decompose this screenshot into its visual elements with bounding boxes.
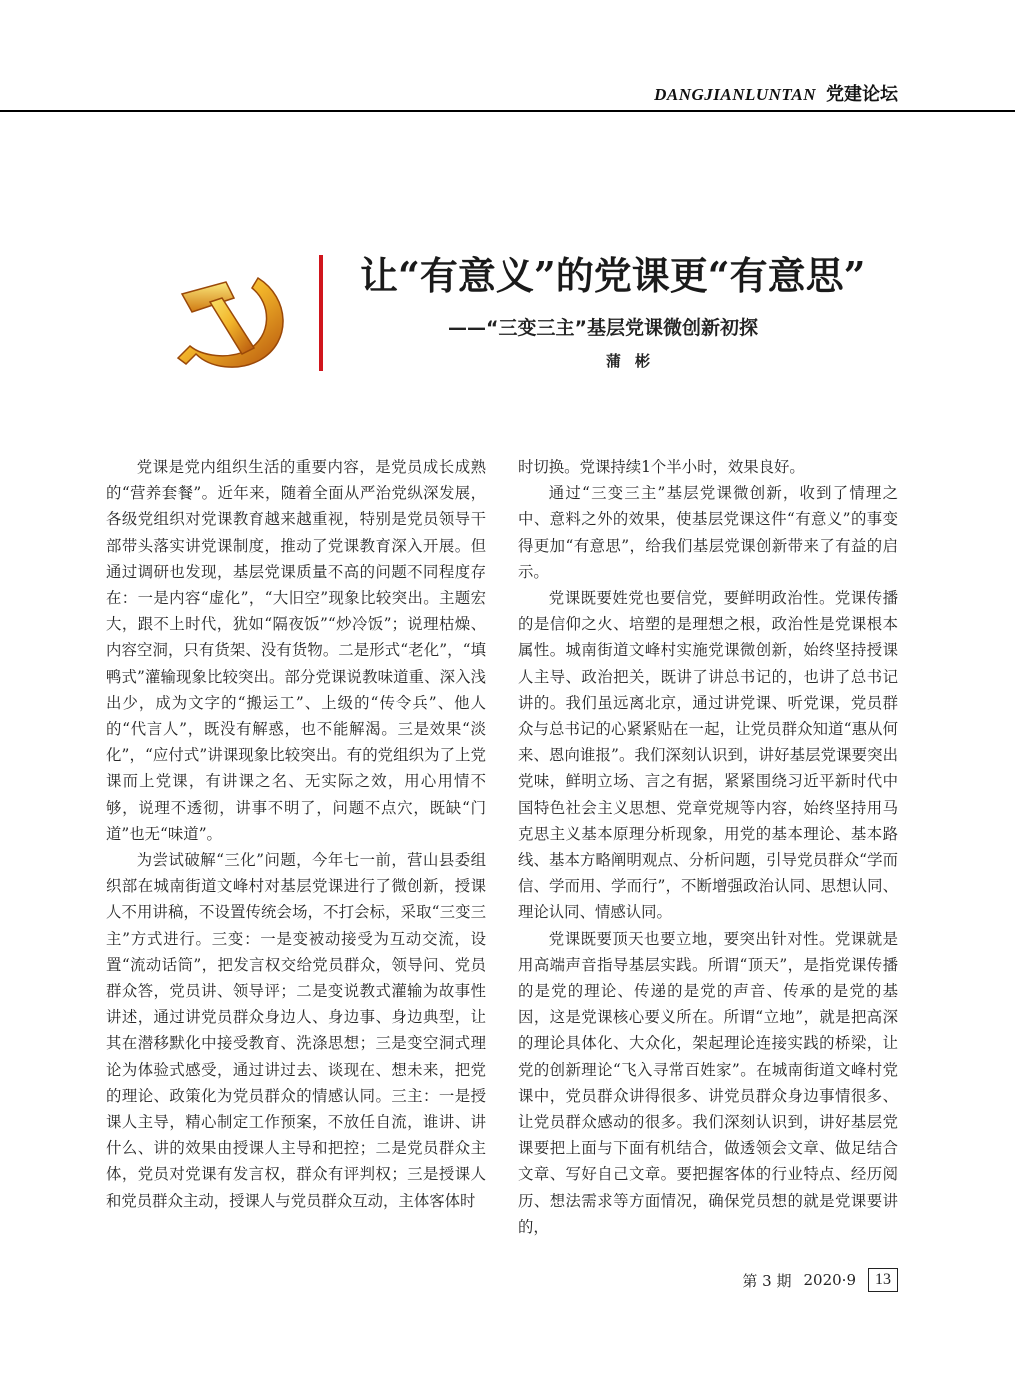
body-paragraph: 党课既要姓党也要信党，要鲜明政治性。党课传播的是信仰之火、培塑的是理想之根，政治性是党课根本属性。城南街道文峰村实施党课微创新，始终坚持授课人主导、政治把关，既讲了讲总书记的，也讲了总书记讲的。我们虽远离北京，通过讲党课、听党课，党员群众与总书记的心紧紧贴在一起，让党员群众知道“惠从何来、恩向谁报”。我们深刻认识到，讲好基层党课要突出党味，鲜明立场、言之有据，紧紧围绕习近平新时代中国特色社会主义思想、党章党规等内容，始终坚持用马克思主义基本原理分析现象，用党的基本理论、基本路线、基本方略阐明观点、分析问题，引导党员群众“学而信、学而用、学而行”，不断增强政治认同、思想认同、理论认同、情感认同。 (518, 589, 898, 922)
body-paragraph: 为尝试破解“三化”问题，今年七一前，营山县委组织部在城南街道文峰村对基层党课进行了微创新，授课人不用讲稿，不设置传统会场，不打会标，采取“三变三主”方式进行。三变：一是变被动接受为互动交流，设置“流动话筒”，把发言权交给党员群众，领导问、党员群众答，党员讲、领导评；二是变说教式灌输为故事性讲述，通过讲党员群众身边人、身边事、身边典型，让其在潜移默化中接受教育、洗涤思想；三是变空洞式理论为体验式感受，通过讲过去、谈现在、想未来，把党的理论、政策化为党员群众的情感认同。三主：一是授课人主导，精心制定工作预案，不放任自流，谁讲、讲什么、讲的效果由授课人主导和把控；二是党员群众主体，党员对党课有发言权，群众有评判权；三是授课人和党员群众主动，授课人与党员群众互动，主体客体时 (106, 851, 486, 1210)
title-accent-bar (319, 255, 323, 371)
journal-brand-latin: DANGJIANLUNTAN (654, 85, 816, 104)
article-subtitle: ——“三变三主”基层党课微创新初探 (448, 317, 758, 339)
article-author: 蒲彬 (606, 352, 665, 370)
body-paragraph: 党课是党内组织生活的重要内容，是党员成长成熟的“营养套餐”。近年来，随着全面从严治党纵深发展，各级党组织对党课教育越来越重视，特别是党员领导干部带头落实讲党课制度，推动了党课教育深入开展。但通过调研也发现，基层党课质量不高的问题不同程度存在：一是内容“虚化”，“大旧空”现象比较突出。主题宏大，跟不上时代，犹如“隔夜饭”“炒冷饭”；说理枯燥、内容空洞，只有货架、没有货物。二是形式“老化”，“填鸭式”灌输现象比较突出。部分党课说教味道重、深入浅出少，成为文字的“搬运工”、上级的“传令兵”、他人的“代言人”，既没有解惑，也不能解渴。三是效果“淡化”，“应付式”讲课现象比较突出。有的党组织为了上党课而上党课，有讲课之名、无实际之效，用心用情不够，说理不透彻，讲事不明了，问题不点穴，既缺“门道”也无“味道”。 (106, 458, 486, 843)
body-paragraph: 党课既要顶天也要立地，要突出针对性。党课就是用高端声音指导基层实践。所谓“顶天”，是指党课传播的是党的理论、传递的是党的声音、传承的是党的基因，这是党课核心要义所在。所谓“立地”，就是把高深的理论具体化、大众化，架起理论连接实践的桥梁，让党的创新理论“飞入寻常百姓家”。在城南街道文峰村党课中，党员群众讲得很多、讲党员群众身边事情很多、让党员群众感动的很多。我们深刻认识到，讲好基层党课要把上面与下面有机结合，做透领会文章、做足结合文章、写好自己文章。要把握客体的行业特点、经历阅历、想法需求等方面情况，确保党员想的就是党课要讲的， (518, 929, 898, 1236)
page-footer (742, 1268, 898, 1292)
issue-date: 2020·9 (803, 1271, 856, 1289)
journal-brand (654, 80, 898, 106)
body-paragraph-continued: 时切换。党课持续1个半小时，效果良好。 (518, 458, 805, 476)
body-column-right (518, 454, 898, 1240)
body-column-left (106, 454, 486, 1214)
page-number: 13 (868, 1268, 898, 1292)
article-title: 让“有意义”的党课更“有意思” (360, 253, 866, 298)
hammer-and-sickle-emblem-icon (162, 264, 302, 374)
header-rule (0, 110, 1015, 112)
journal-brand-cn: 党建论坛 (826, 84, 898, 105)
issue-label: 第 3 期 (742, 1271, 792, 1290)
body-paragraph: 通过“三变三主”基层党课微创新，收到了情理之中、意料之外的效果，使基层党课这件“有意义”的事变得更加“有意思”，给我们基层党课创新带来了有益的启示。 (518, 484, 898, 581)
